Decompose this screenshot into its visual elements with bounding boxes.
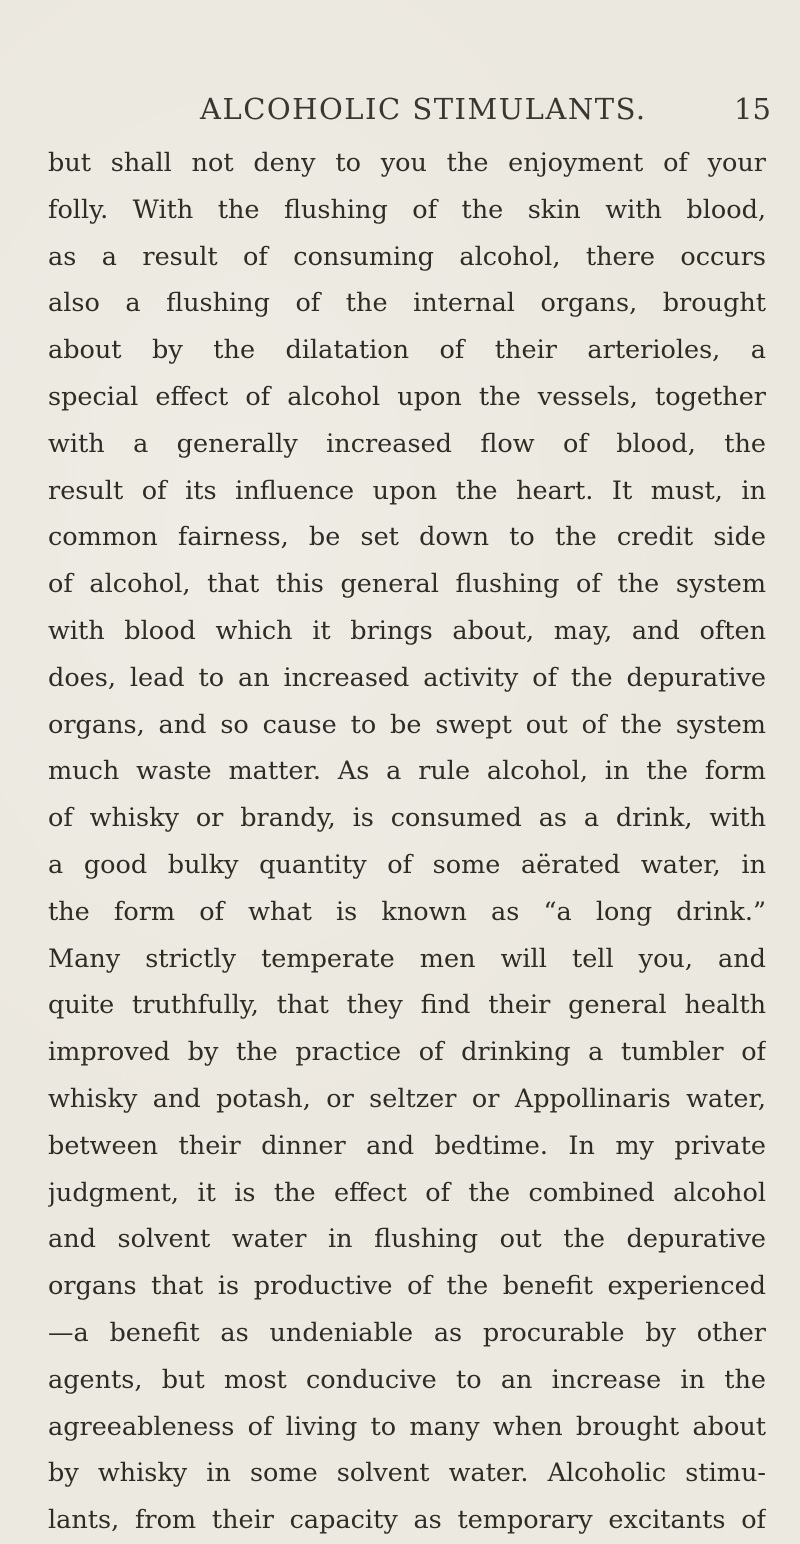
text-line: as a result of consuming alcohol, there occurs [48, 241, 766, 272]
text-line: folly. With the flushing of the skin with blood, [48, 194, 766, 225]
text-line: whisky and potash, or seltzer or Appollinaris water, [48, 1083, 766, 1114]
text-line: improved by the practice of drinking a tumbler of [48, 1037, 766, 1068]
text-line: the form of what is known as “a long drink.” [48, 896, 766, 927]
text-line: of whisky or brandy, is consumed as a drink, with [48, 803, 766, 834]
running-title: ALCOHOLIC STIMULANTS. [200, 92, 647, 126]
text-line: —a benefit as undeniable as procurable by other [48, 1317, 766, 1348]
text-line: agents, but most conducive to an increase in the [48, 1364, 766, 1395]
running-head [0, 92, 800, 132]
page-number: 15 [734, 92, 771, 126]
body-text [48, 140, 766, 1544]
text-line: organs, and so cause to be swept out of the system [48, 709, 766, 740]
text-line: and solvent water in flushing out the depurative [48, 1224, 766, 1255]
text-line: of alcohol, that this general flushing of the system [48, 569, 766, 600]
text-line: by whisky in some solvent water. Alcoholic stimu- [48, 1458, 766, 1489]
text-line: a good bulky quantity of some aërated water, in [48, 849, 766, 880]
text-line: special effect of alcohol upon the vessels, together [48, 381, 766, 412]
text-line: quite truthfully, that they find their general health [48, 990, 766, 1021]
text-line: between their dinner and bedtime. In my private [48, 1130, 766, 1161]
text-line: common fairness, be set down to the credit side [48, 522, 766, 553]
text-line: agreeableness of living to many when brought about [48, 1411, 766, 1442]
text-line: organs that is productive of the benefit experienced [48, 1271, 766, 1302]
text-line: with a generally increased flow of blood, the [48, 428, 766, 459]
text-line: result of its influence upon the heart. It must, in [48, 475, 766, 506]
text-line: much waste matter. As a rule alcohol, in the form [48, 756, 766, 787]
text-line: but shall not deny to you the enjoyment of your [48, 148, 766, 178]
text-line: with blood which it brings about, may, and often [48, 615, 766, 646]
text-line: Many strictly temperate men will tell you, and [48, 943, 766, 974]
text-line: also a flushing of the internal organs, brought [48, 288, 766, 319]
text-line: judgment, it is the effect of the combined alcohol [48, 1177, 766, 1208]
text-line: does, lead to an increased activity of the depurative [48, 662, 766, 693]
text-line: about by the dilatation of their arterioles, a [48, 335, 766, 366]
text-line: lants, from their capacity as temporary excitants of [48, 1505, 766, 1536]
